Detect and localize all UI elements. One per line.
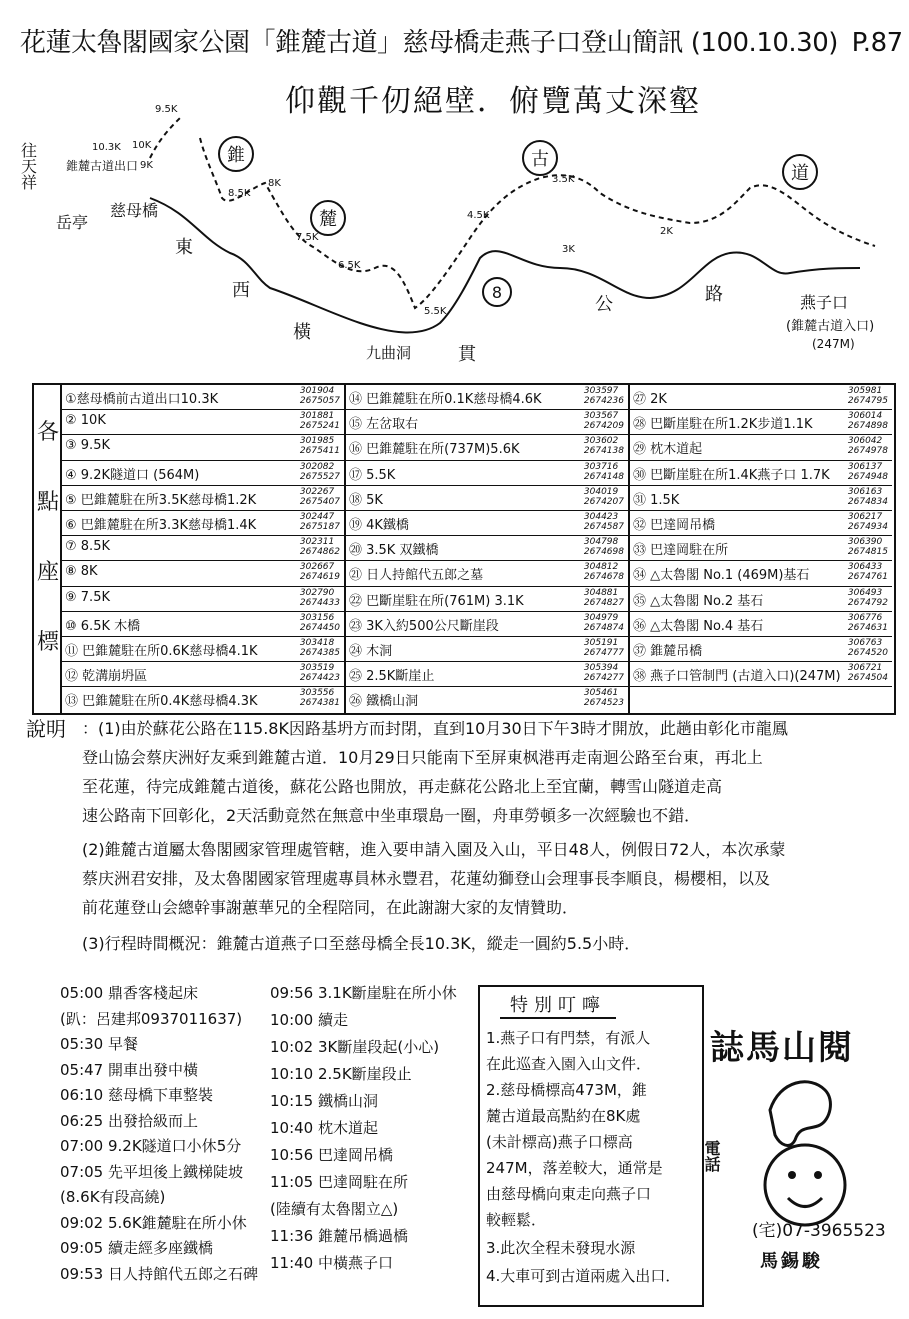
point-coordinates — [300, 436, 340, 456]
coord-y: 2675187 — [299, 521, 340, 532]
note-line: (3)行程時間概況：錐麓古道燕子口至慈母橋全長10.3K，縱走一圓約5.5小時． — [82, 934, 641, 953]
coord-row — [62, 687, 344, 712]
point-name: ⑩ 6.5K 木橋 — [65, 618, 141, 634]
coord-row — [346, 561, 628, 586]
point-coordinates — [584, 411, 624, 431]
point-coordinates — [584, 638, 624, 658]
logo-brand: 誌馬山閱 — [710, 1028, 854, 1068]
coord-row — [630, 587, 892, 612]
coord-y: 2675241 — [299, 421, 340, 432]
label-yanzikou: 燕子口 — [800, 293, 849, 312]
point-coordinates — [848, 462, 888, 482]
km-mark: 8K — [268, 178, 281, 189]
point-name: ③ 9.5K — [65, 438, 110, 454]
title-date: (100.10.30) — [690, 28, 838, 58]
point-name: ㉑ 日人持館代五郎之墓 — [349, 568, 484, 584]
schedule-item: 07:05 先平坦後上鐵梯陡坡 — [60, 1162, 243, 1181]
trail-line — [150, 118, 875, 308]
coord-row — [62, 561, 344, 586]
coord-row — [630, 612, 892, 637]
coord-row — [62, 511, 344, 536]
coord-y: 2674678 — [583, 572, 624, 583]
road-char-4: 貫 — [458, 344, 476, 365]
coord-row — [346, 486, 628, 511]
coord-y: 2674520 — [847, 647, 888, 658]
road-char-2: 西 — [232, 280, 250, 301]
km-mark: 10K — [132, 140, 152, 151]
point-name: ㉘ 巴斷崖駐在所1.2K步道1.1K — [633, 417, 813, 433]
point-coordinates — [584, 462, 624, 482]
point-name: ② 10K — [65, 413, 106, 429]
point-name: ㉙ 枕木道起 — [633, 442, 703, 458]
point-coordinates — [848, 487, 888, 507]
label-yuting: 岳亭 — [56, 213, 89, 232]
table-side-label — [34, 385, 62, 713]
reminder-line: 4.大車可到古道兩處入出口． — [486, 1267, 681, 1285]
schedule-item: 10:40 枕木道起 — [270, 1119, 378, 1137]
label-entry-alt: (247M) — [812, 337, 855, 351]
coord-y: 2674698 — [583, 547, 624, 558]
coord-row — [346, 385, 628, 410]
page-title — [20, 22, 903, 59]
point-name: ㉗ 2K — [633, 392, 667, 407]
side-char: 座 — [37, 560, 60, 585]
coord-row — [630, 687, 892, 712]
label-entry: (錐麓古道入口) — [786, 319, 875, 334]
coord-x: 302082 — [299, 461, 335, 472]
coord-x: 306721 — [847, 663, 883, 674]
point-name: ㉔ 木洞 — [349, 643, 393, 659]
coord-y: 2674381 — [299, 698, 340, 709]
point-coordinates — [848, 638, 888, 658]
schedule-item: 06:10 慈母橋下車整裝 — [60, 1086, 213, 1104]
schedule-item: 09:53 日人持館代五郎之石碑 — [60, 1264, 258, 1283]
schedule-item: 07:00 9.2K隧道口小休5分 — [60, 1137, 242, 1155]
coord-row — [62, 662, 344, 687]
point-name: ㉛ 1.5K — [633, 492, 680, 508]
highway-road-line — [150, 198, 860, 332]
coord-x: 304881 — [583, 587, 619, 598]
point-name: ⑱ 5K — [349, 492, 383, 508]
km-mark: 9K — [140, 160, 153, 171]
table-column-1 — [62, 385, 346, 713]
note-line: 前花蓮登山会總幹事謝蕙華兄的全程陪同，在此謝謝大家的友情贊助． — [82, 898, 579, 917]
coord-y: 2674777 — [583, 647, 624, 658]
coord-row — [346, 662, 628, 687]
coord-x: 306163 — [847, 486, 883, 497]
coord-x: 304812 — [583, 562, 619, 573]
point-coordinates — [300, 663, 340, 683]
km-mark: 2K — [660, 226, 673, 237]
schedule-item: 11:36 錐麓吊橋過橋 — [270, 1227, 408, 1245]
coord-y: 2674948 — [847, 471, 888, 482]
road-char-1: 東 — [175, 237, 193, 258]
reminder-line: (未計標高)燕子口標高 — [486, 1133, 633, 1151]
coord-x: 304798 — [583, 537, 619, 548]
coord-y: 2674792 — [847, 597, 888, 608]
reminder-line: 由慈母橋向東走向燕子口 — [486, 1185, 652, 1203]
point-coordinates — [848, 588, 888, 608]
point-coordinates — [300, 487, 340, 507]
coord-row — [630, 536, 892, 561]
point-name: ⑧ 8K — [65, 564, 98, 580]
schedule-item: 09:56 3.1K斷崖駐在所小休 — [270, 984, 457, 1002]
coord-x: 305981 — [847, 386, 883, 396]
point-name: ⑰ 5.5K — [349, 467, 396, 483]
point-coordinates — [584, 512, 624, 532]
coord-y: 2675407 — [299, 496, 340, 507]
phone-label: 電話 — [702, 1140, 721, 1172]
coord-y: 2674631 — [847, 622, 888, 633]
coord-x: 305191 — [583, 637, 619, 648]
coord-x: 306493 — [847, 587, 883, 598]
coord-y: 2674504 — [847, 673, 888, 684]
phone-number: (宅)07-3965523 — [752, 1221, 886, 1241]
reminder-line: 麓古道最高點約在8K處 — [486, 1107, 641, 1125]
coord-y: 2674934 — [847, 521, 888, 532]
road-char-6: 路 — [705, 284, 723, 305]
coord-row — [62, 435, 344, 460]
coord-x: 306763 — [847, 637, 883, 648]
road-char-3: 橫 — [293, 322, 311, 343]
point-coordinates — [584, 663, 624, 683]
circled-char-2: 麓 — [319, 209, 337, 230]
coord-row — [346, 461, 628, 486]
coord-x: 303156 — [299, 612, 335, 623]
point-name: ④ 9.2K隧道口 (564M) — [65, 467, 200, 483]
schedule-item: 09:05 續走經多座鐵橋 — [60, 1239, 213, 1257]
coord-x: 302790 — [299, 587, 335, 598]
note-line: 速公路南下回彰化，2天活動竟然在無意中坐車環島一圈，舟車勞頓多一次經驗也不錯． — [82, 806, 701, 825]
point-name: ㊱ △太魯閣 No.4 基石 — [633, 618, 764, 634]
schedule-item: 05:00 鼎香客棧起床 — [60, 984, 198, 1002]
reminder-line: 247M，落差較大，通常是 — [486, 1159, 663, 1177]
point-name: ⑤ 巴錐麓駐在所3.5K慈母橋1.2K — [65, 492, 257, 508]
km-mark: 9.5K — [155, 104, 178, 115]
point-coordinates — [848, 613, 888, 633]
coord-row — [630, 410, 892, 435]
schedule-item: (8.6K有段高繞) — [60, 1188, 166, 1206]
point-name: ⑨ 7.5K — [65, 589, 110, 605]
coord-x: 306137 — [847, 461, 883, 472]
coord-x: 306433 — [847, 562, 883, 573]
point-coordinates — [300, 386, 340, 406]
coord-row — [630, 435, 892, 460]
point-coordinates — [848, 411, 888, 431]
km-mark: 7.5K — [296, 232, 319, 243]
point-name: ⑳ 3.5K 双鐵橋 — [349, 543, 439, 559]
point-coordinates — [584, 613, 624, 633]
coord-y: 2674795 — [847, 396, 888, 406]
coord-row — [62, 536, 344, 561]
coord-y: 2674978 — [847, 446, 888, 457]
schedule-item: 10:15 鐵橋山洞 — [270, 1092, 378, 1110]
coord-x: 303418 — [299, 637, 335, 648]
km-mark: 5.5K — [424, 306, 447, 317]
point-coordinates — [300, 562, 340, 582]
coord-row — [346, 587, 628, 612]
coord-x: 301985 — [299, 436, 335, 447]
point-name: ㉜ 巴達岡吊橋 — [633, 517, 716, 533]
reminder-line: 2.慈母橋標高473M，錐 — [486, 1081, 647, 1099]
reminder-heading: 特別叮嚀 — [500, 991, 616, 1019]
point-name: ⑫ 乾溝崩坍區 — [65, 669, 148, 685]
coord-x: 303567 — [583, 411, 619, 422]
owner-name: 馬錫駿 — [760, 1251, 823, 1272]
coord-y: 2674834 — [847, 496, 888, 507]
point-coordinates — [300, 688, 340, 708]
coord-row — [62, 385, 344, 410]
coord-x: 304019 — [583, 486, 619, 497]
point-coordinates — [584, 487, 624, 507]
schedule-item: 11:40 中橫燕子口 — [270, 1254, 393, 1272]
coord-x: 302311 — [299, 537, 335, 548]
route-8-label: 8 — [491, 283, 503, 302]
point-coordinates — [300, 512, 340, 532]
coord-y: 2674815 — [847, 547, 888, 558]
coord-x: 303597 — [583, 386, 619, 396]
km-mark: 8.5K — [228, 188, 251, 199]
coord-x: 306014 — [847, 411, 883, 422]
coord-x: 303556 — [299, 688, 335, 699]
coord-x: 302667 — [299, 562, 335, 573]
coord-x: 306776 — [847, 612, 883, 623]
schedule-item: 10:02 3K斷崖段起(小心) — [270, 1038, 440, 1056]
coord-y: 2674874 — [583, 622, 624, 633]
coord-y: 2674761 — [847, 572, 888, 583]
coord-row — [62, 587, 344, 612]
point-coordinates — [300, 588, 340, 608]
coord-y: 2674827 — [583, 597, 624, 608]
reminder-line: 3.此次全程未發現水源 — [486, 1239, 636, 1257]
coord-x: 306042 — [847, 436, 883, 447]
side-char: 標 — [37, 630, 60, 655]
point-name: ㉟ △太魯閣 No.2 基石 — [633, 593, 764, 609]
km-mark: 10.3K — [92, 142, 121, 153]
coord-x: 306217 — [847, 511, 883, 522]
coord-y: 2674209 — [583, 421, 624, 432]
coord-row — [62, 410, 344, 435]
coord-x: 303519 — [299, 663, 335, 674]
coord-x: 301881 — [299, 411, 335, 422]
coord-row — [346, 536, 628, 561]
schedule-item: (趴：呂建邦0937011637) — [60, 1009, 243, 1028]
reminder-line: 在此巡查入園入山文件． — [486, 1055, 652, 1073]
reminder-box — [478, 985, 704, 1307]
coord-y: 2674277 — [583, 673, 624, 684]
table-column-3 — [630, 385, 892, 713]
coord-row — [62, 612, 344, 637]
note-line: (2)錐麓古道屬太魯閣國家管理處管轄，進入要申請入園及入山，平日48人，例假日72人，本次承蒙 — [82, 840, 786, 859]
coord-y: 2674523 — [583, 698, 624, 709]
coord-row — [346, 687, 628, 712]
coord-row — [62, 637, 344, 662]
coord-row — [630, 662, 892, 687]
point-coordinates — [300, 638, 340, 658]
note-line: 蔡庆洲君安排，及太魯閣國家管理處專員林永豐君，花蓮幼獅登山会理事長李順良，楊櫻相，以及 — [82, 869, 771, 888]
note-line: 至花蓮，待完成錐麓古道後，蘇花公路也開放，再走蘇花公路北上至宜蘭，轉雪山隧道走高 — [82, 777, 723, 796]
schedule-item: 05:30 早餐 — [60, 1035, 138, 1053]
coord-x: 303602 — [583, 436, 619, 447]
coord-x: 305461 — [583, 688, 619, 699]
coord-row — [62, 486, 344, 511]
stamp-logo — [700, 1020, 900, 1290]
point-name: ㉖ 鐵橋山洞 — [349, 694, 419, 710]
coord-row — [630, 385, 892, 410]
point-coordinates — [584, 688, 624, 708]
point-name: ⑯ 巴錐麓駐在所(737M)5.6K — [349, 442, 520, 458]
title-text: 花蓮太魯閣國家公園「錐麓古道」慈母橋走燕子口登山簡訊 — [20, 28, 684, 58]
road-char-5: 公 — [595, 294, 613, 315]
point-name: ㉞ △太魯閣 No.1 (469M)基石 — [633, 568, 810, 584]
coord-row — [630, 461, 892, 486]
coord-y: 2674587 — [583, 521, 624, 532]
coord-x: 304423 — [583, 511, 619, 522]
coord-x: 301904 — [299, 386, 335, 396]
point-coordinates — [848, 663, 888, 683]
coord-y: 2674862 — [299, 547, 340, 558]
coord-y: 2674148 — [583, 471, 624, 482]
point-coordinates — [300, 613, 340, 633]
coord-y: 2674433 — [299, 597, 340, 608]
coord-row — [630, 561, 892, 586]
route-map — [0, 104, 909, 380]
label-jiuqudong: 九曲洞 — [366, 344, 412, 362]
schedule-item: 05:47 開車出發中橫 — [60, 1060, 198, 1079]
schedule-item: 06:25 出發拾級而上 — [60, 1111, 198, 1130]
km-mark: 3K — [562, 244, 575, 255]
coord-row — [630, 637, 892, 662]
point-coordinates — [584, 436, 624, 456]
circled-char-1: 錐 — [227, 145, 245, 166]
point-coordinates — [584, 386, 624, 406]
side-char: 點 — [37, 490, 60, 515]
coord-y: 2675411 — [299, 446, 340, 457]
coord-y: 2675527 — [299, 471, 340, 482]
coord-row — [346, 612, 628, 637]
schedule-item: (陸續有太魯閣立△) — [270, 1200, 399, 1218]
coord-y: 2674423 — [299, 673, 340, 684]
schedule-item: 10:56 巴達岡吊橋 — [270, 1146, 393, 1164]
coord-row — [630, 486, 892, 511]
coord-x: 304979 — [583, 612, 619, 623]
point-name: ⑬ 巴錐麓駐在所0.4K慈母橋4.3K — [65, 694, 258, 710]
coord-row — [346, 410, 628, 435]
point-coordinates — [300, 462, 340, 482]
point-name: ㉕ 2.5K斷崖止 — [349, 669, 435, 685]
point-coordinates — [848, 436, 888, 456]
side-char: 各 — [37, 420, 60, 445]
table-column-2 — [346, 385, 630, 713]
point-name: ⑪ 巴錐麓駐在所0.6K慈母橋4.1K — [65, 643, 258, 659]
coord-x: 306390 — [847, 537, 883, 548]
point-name: ⑦ 8.5K — [65, 539, 110, 555]
coord-x: 305394 — [583, 663, 619, 674]
point-coordinates — [300, 537, 340, 557]
schedule-item: 10:00 續走 — [270, 1011, 348, 1029]
coord-y: 2674236 — [583, 396, 624, 406]
point-coordinates — [584, 537, 624, 557]
schedule-item: 09:02 5.6K錐麓駐在所小休 — [60, 1213, 247, 1232]
label-tianxiang: 往天祥 — [18, 142, 38, 190]
coord-x: 302447 — [299, 511, 335, 522]
point-name: ⑲ 4K鐵橋 — [349, 517, 409, 533]
km-mark: 4.5K — [467, 210, 490, 221]
circled-char-4: 道 — [791, 163, 809, 184]
point-name: ㉓ 3K入約500公尺斷崖段 — [349, 618, 499, 634]
point-name: ⑥ 巴錐麓駐在所3.3K慈母橋1.4K — [65, 517, 257, 533]
coord-row — [630, 511, 892, 536]
point-coordinates — [848, 512, 888, 532]
coord-x: 302267 — [299, 486, 335, 497]
coord-row — [346, 435, 628, 460]
point-coordinates — [584, 562, 624, 582]
km-mark: 6.5K — [338, 260, 361, 271]
point-name: ㉝ 巴達岡駐在所 — [633, 543, 729, 559]
schedule-item: 11:05 巴達岡駐在所 — [270, 1173, 408, 1191]
page-number: P.87 — [851, 28, 903, 58]
coord-y: 2674138 — [583, 446, 624, 457]
coord-x: 303716 — [583, 461, 619, 472]
notes-lead: 說明 — [26, 717, 66, 741]
point-name: ⑮ 左岔取右 — [349, 417, 419, 433]
note-line: 登山協会蔡庆洲好友乘到錐麓古道．10月29日只能南下至屏東枫港再走南迴公路至台東，再北上 — [82, 748, 763, 767]
reminder-line: 1.燕子口有門禁，有派人 — [486, 1029, 651, 1047]
label-cimuqiao: 慈母橋 — [110, 201, 159, 220]
km-mark: 3.5K — [552, 174, 575, 185]
circled-char-3: 古 — [531, 149, 549, 170]
point-coordinates — [848, 537, 888, 557]
coord-y: 2674385 — [299, 647, 340, 658]
coord-row — [346, 637, 628, 662]
coord-y: 2675057 — [299, 396, 340, 406]
coord-y: 2674898 — [847, 421, 888, 432]
coord-row — [62, 461, 344, 486]
label-exit: 錐麓古道出口 — [66, 159, 139, 173]
note-line: ：(1)由於蘇花公路在115.8K因路基坍方而封閉，直到10月30日下午3時才開放，此趟由彰化市龍鳳 — [82, 719, 788, 738]
coord-y: 2674450 — [299, 622, 340, 633]
point-name: ㊲ 錐麓吊橋 — [633, 643, 703, 659]
point-name: ㉒ 巴斷崖駐在所(761M) 3.1K — [349, 593, 524, 609]
coord-y: 2674619 — [299, 572, 340, 583]
point-name: ①慈母橋前古道出口10.3K — [65, 392, 219, 407]
point-coordinates — [848, 562, 888, 582]
schedule-item: 10:10 2.5K斷崖段止 — [270, 1065, 412, 1083]
point-coordinates — [584, 588, 624, 608]
point-coordinates — [848, 386, 888, 406]
point-name: ㉚ 巴斷崖駐在所1.4K燕子口 1.7K — [633, 467, 830, 483]
coordinate-table — [32, 383, 896, 715]
coord-y: 2674207 — [583, 496, 624, 507]
page-subtitle: 仰觀千仞絕壁．俯覽萬丈深壑 — [285, 84, 701, 119]
point-name: ㊳ 燕子口管制門 (古道入口)(247M) — [633, 669, 841, 685]
coord-row — [346, 511, 628, 536]
point-name: ⑭ 巴錐麓駐在所0.1K慈母橋4.6K — [349, 392, 542, 407]
point-coordinates — [300, 411, 340, 431]
reminder-line: 較輕鬆． — [486, 1211, 547, 1229]
